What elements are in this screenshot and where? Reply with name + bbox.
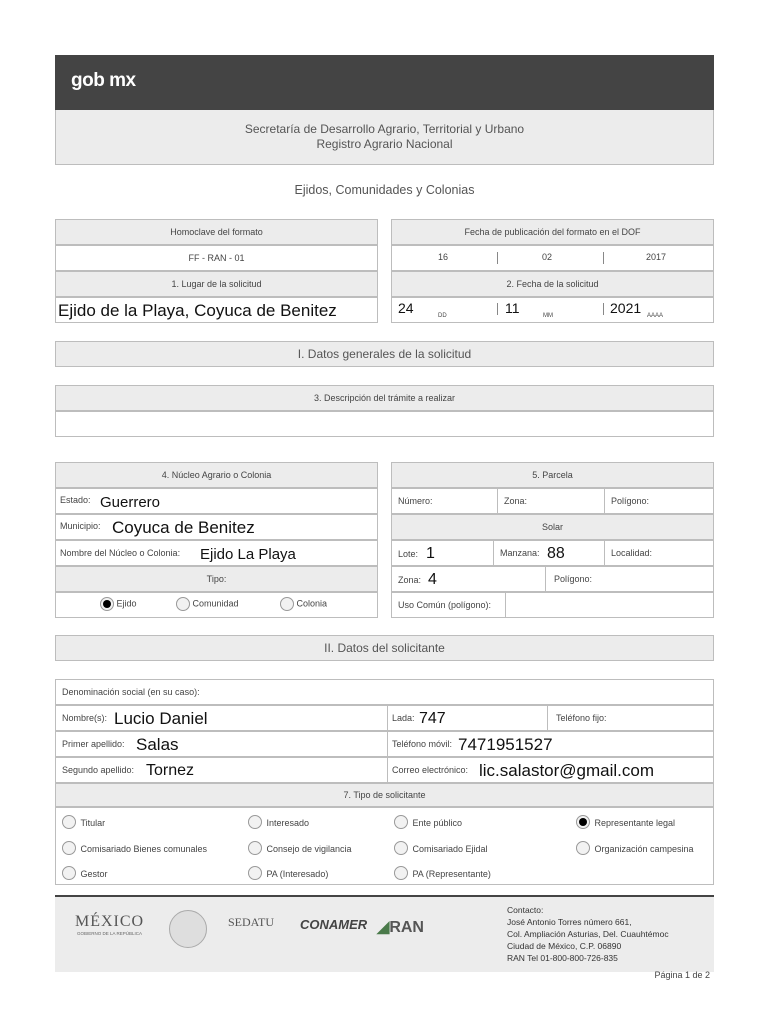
tipo-comunidad-option[interactable] xyxy=(176,597,239,611)
parcela-title: 5. Parcela xyxy=(391,462,714,488)
uso-comun-field[interactable] xyxy=(505,592,714,618)
fecha-pub-dd: 16 xyxy=(438,252,449,262)
homoclave-value: FF - RAN - 01 xyxy=(55,245,378,271)
fecha-sol-field[interactable] xyxy=(391,297,714,323)
conamer-logo: CONAMER xyxy=(300,917,368,932)
homoclave-label: Homoclave del formato xyxy=(55,219,378,245)
contact-line3: Ciudad de México, C.P. 06890 xyxy=(507,941,622,951)
radio-icon[interactable] xyxy=(176,597,190,611)
tipo-options xyxy=(55,592,378,618)
primer-apellido-field[interactable] xyxy=(55,731,388,757)
lada-label: Lada: xyxy=(392,713,415,723)
estado-value: Guerrero xyxy=(100,494,161,511)
estado-field[interactable] xyxy=(55,488,378,514)
consejo-vigilancia-label: Consejo de vigilancia xyxy=(266,844,352,854)
lote-field[interactable] xyxy=(391,540,494,566)
numero-label: Número: xyxy=(398,496,433,506)
ente-publico-label: Ente público xyxy=(412,818,462,828)
zona2-label: Zona: xyxy=(398,575,422,585)
fecha-pub-aaaa: 2017 xyxy=(646,252,667,262)
consejo-vigilancia-option[interactable] xyxy=(248,839,352,857)
titular-option[interactable] xyxy=(62,813,105,831)
municipio-field[interactable] xyxy=(55,514,378,540)
nombre-nucleo-label: Nombre del Núcleo o Colonia: xyxy=(60,548,181,558)
separator xyxy=(603,252,604,264)
mexico-wordmark: MÉXICO xyxy=(75,913,145,930)
poligono-field[interactable] xyxy=(604,488,714,514)
uso-comun-label-cell xyxy=(391,592,506,618)
uso-comun-label: Uso Común (polígono): xyxy=(398,600,492,610)
poligono2-label: Polígono: xyxy=(554,574,593,584)
gestor-label: Gestor xyxy=(80,869,108,879)
mexico-logo xyxy=(75,913,144,936)
ente-publico-option[interactable] xyxy=(394,813,462,831)
poligono2-field[interactable] xyxy=(545,566,714,592)
denominacion-label: Denominación social (en su caso): xyxy=(62,687,200,697)
nombres-label: Nombre(s): xyxy=(62,713,108,723)
descripcion-field[interactable] xyxy=(55,411,714,437)
fecha-sol-mm: 11 xyxy=(505,300,520,316)
manzana-value: 88 xyxy=(547,545,565,562)
numero-field[interactable] xyxy=(391,488,498,514)
mexico-subtitle: GOBIERNO DE LA REPÚBLICA xyxy=(77,931,143,936)
tipo-ejido-label: Ejido xyxy=(116,598,137,609)
lada-field[interactable] xyxy=(387,705,548,731)
primer-apellido-value: Salas xyxy=(136,735,179,754)
tipo-ejido-option[interactable] xyxy=(100,597,137,611)
fecha-pub-label: Fecha de publicación del formato en el DOF xyxy=(391,219,714,245)
fecha-pub-row xyxy=(391,245,714,271)
radio-icon[interactable] xyxy=(248,815,262,829)
comisariado-bienes-option[interactable] xyxy=(62,839,207,857)
organizacion-campesina-option[interactable] xyxy=(576,839,694,857)
comisariado-ejidal-option[interactable] xyxy=(394,839,488,857)
pa-representante-label: PA (Representante) xyxy=(412,869,491,879)
dd-hint: DD xyxy=(438,313,447,319)
radio-icon[interactable] xyxy=(394,866,408,880)
separator xyxy=(497,252,498,264)
gobmx-header xyxy=(55,55,714,110)
lote-value: 1 xyxy=(426,545,435,562)
section-datos-solicitante: II. Datos del solicitante xyxy=(55,635,714,661)
tipo-colonia-label: Colonia xyxy=(296,598,328,609)
radio-selected-icon[interactable] xyxy=(100,597,114,611)
interesado-option[interactable] xyxy=(248,813,309,831)
national-seal-icon xyxy=(169,910,207,948)
contact-line1: José Antonio Torres número 661, xyxy=(507,917,632,927)
contact-block xyxy=(507,904,669,964)
fecha-sol-dd: 24 xyxy=(398,300,414,316)
telefono-fijo-label: Teléfono fijo: xyxy=(556,713,607,723)
separator xyxy=(603,303,604,315)
poligono-label: Polígono: xyxy=(611,496,650,506)
radio-icon[interactable] xyxy=(248,841,262,855)
manzana-field[interactable] xyxy=(493,540,605,566)
denominacion-field[interactable] xyxy=(55,679,714,705)
segundo-apellido-field[interactable] xyxy=(55,757,388,783)
fecha-pub-mm: 02 xyxy=(542,252,553,262)
tipo-comunidad-label: Comunidad xyxy=(192,598,239,609)
telefono-movil-label: Teléfono móvil: xyxy=(392,739,453,749)
radio-icon[interactable] xyxy=(248,866,262,880)
interesado-label: Interesado xyxy=(266,818,309,828)
tipo-solicitante-title: 7. Tipo de solicitante xyxy=(55,783,714,807)
municipio-label: Municipio: xyxy=(60,521,101,531)
nombre-nucleo-value: Ejido La Playa xyxy=(200,546,296,563)
estado-label: Estado: xyxy=(60,495,91,505)
section-datos-generales: I. Datos generales de la solicitud xyxy=(55,341,714,367)
telefono-movil-value: 7471951527 xyxy=(458,735,553,754)
ran-wordmark: RAN xyxy=(389,919,424,936)
nombres-field[interactable] xyxy=(55,705,388,731)
segundo-apellido-value: Tornez xyxy=(146,762,195,779)
lugar-value: Ejido de la Playa, Coyuca de Benitez xyxy=(58,301,337,320)
gestor-option[interactable] xyxy=(62,864,107,882)
sedatu-logo: SEDATU xyxy=(228,915,275,929)
zona-label: Zona: xyxy=(504,496,528,506)
localidad-label: Localidad: xyxy=(611,548,653,558)
nombres-value: Lucio Daniel xyxy=(114,709,208,728)
localidad-field[interactable] xyxy=(604,540,714,566)
pa-interesado-option[interactable] xyxy=(248,864,328,882)
manzana-label: Manzana: xyxy=(500,548,540,558)
titular-label: Titular xyxy=(80,818,106,828)
lugar-field[interactable] xyxy=(55,297,378,323)
correo-label: Correo electrónico: xyxy=(392,765,469,775)
nucleo-title: 4. Núcleo Agrario o Colonia xyxy=(55,462,378,488)
footer xyxy=(55,895,714,972)
gobmx-logo: gob mx xyxy=(71,70,136,91)
lote-label: Lote: xyxy=(398,549,419,559)
contact-line2: Col. Ampliación Asturias, Del. Cuauhtémoc xyxy=(507,929,669,939)
pa-representante-option[interactable] xyxy=(394,864,491,882)
comisariado-bienes-label: Comisariado Bienes comunales xyxy=(80,844,208,854)
tipo-label: Tipo: xyxy=(55,566,378,592)
zona2-field[interactable] xyxy=(391,566,546,592)
aaaa-hint: AAAA xyxy=(647,313,664,319)
agency-line1: Secretaría de Desarrollo Agrario, Territorial y Urbano xyxy=(244,122,525,136)
tipo-solicitante-options xyxy=(55,807,714,885)
radio-icon[interactable] xyxy=(394,841,408,855)
radio-icon[interactable] xyxy=(394,815,408,829)
telefono-movil-field[interactable] xyxy=(387,731,714,757)
lada-value: 747 xyxy=(419,710,446,727)
page-number: Página 1 de 2 xyxy=(654,970,710,980)
mm-hint: MM xyxy=(543,313,553,319)
radio-icon[interactable] xyxy=(576,841,590,855)
descripcion-label: 3. Descripción del trámite a realizar xyxy=(55,385,714,411)
correo-field[interactable] xyxy=(387,757,714,783)
primer-apellido-label: Primer apellido: xyxy=(62,739,125,749)
representante-legal-option[interactable] xyxy=(576,813,675,831)
solar-title: Solar xyxy=(391,514,714,540)
nombre-nucleo-field[interactable] xyxy=(55,540,378,566)
radio-selected-icon[interactable] xyxy=(576,815,590,829)
representante-legal-label: Representante legal xyxy=(594,818,676,828)
ran-arrow-icon: ◢ xyxy=(377,919,390,936)
tipo-colonia-option[interactable] xyxy=(280,597,327,611)
lugar-label: 1. Lugar de la solicitud xyxy=(55,271,378,297)
fecha-sol-aaaa: 2021 xyxy=(610,300,642,316)
radio-icon[interactable] xyxy=(62,815,76,829)
radio-icon[interactable] xyxy=(280,597,294,611)
comisariado-ejidal-label: Comisariado Ejidal xyxy=(412,844,488,854)
municipio-value: Coyuca de Benitez xyxy=(112,518,255,537)
contact-title: Contacto: xyxy=(507,905,544,915)
radio-icon[interactable] xyxy=(62,841,76,855)
separator xyxy=(497,303,498,315)
document-title: Ejidos, Comunidades y Colonias xyxy=(294,183,475,197)
zona-field[interactable] xyxy=(497,488,605,514)
ran-logo xyxy=(377,917,424,937)
agency-line2: Registro Agrario Nacional xyxy=(316,137,453,151)
organizacion-campesina-label: Organización campesina xyxy=(594,844,694,854)
pa-interesado-label: PA (Interesado) xyxy=(266,869,329,879)
contact-line4: RAN Tel 01-800-800-726-835 xyxy=(507,953,618,963)
zona2-value: 4 xyxy=(428,571,437,588)
fecha-sol-label: 2. Fecha de la solicitud xyxy=(391,271,714,297)
radio-icon[interactable] xyxy=(62,866,76,880)
segundo-apellido-label: Segundo apellido: xyxy=(62,765,135,775)
agency-header xyxy=(55,110,714,165)
correo-value: lic.salastor@gmail.com xyxy=(479,761,655,780)
telefono-fijo-field[interactable] xyxy=(547,705,714,731)
